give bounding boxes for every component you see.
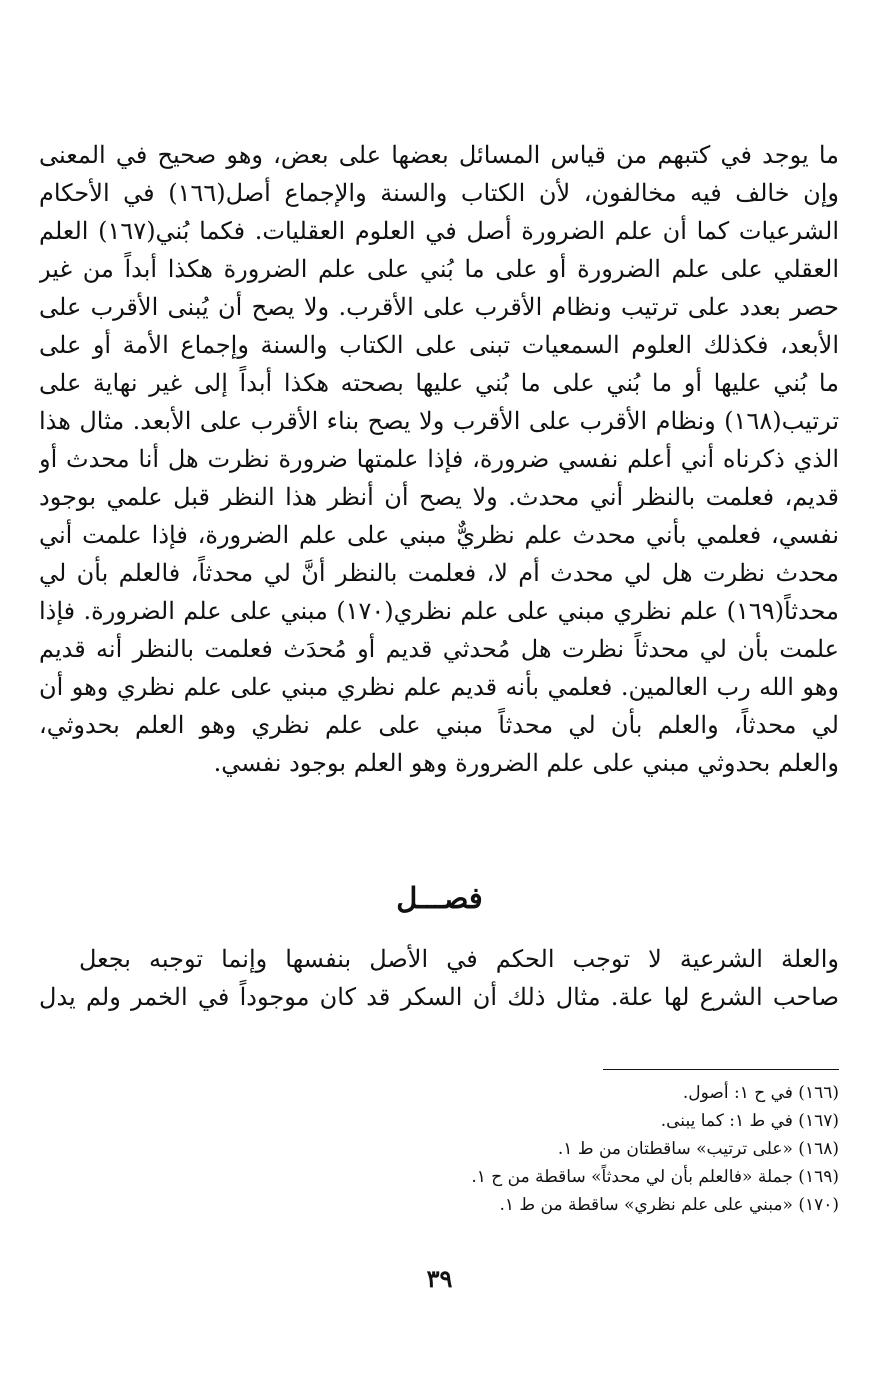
page-number: ٣٩	[426, 1264, 453, 1293]
text-line: قديم، فعلمت بالنظر أني محدث. ولا يصح أن أنظر هذا النظر قبل علمي بوجود	[39, 483, 839, 511]
text-line: محدث نظرت هل لي محدث أم لا، فعلمت بالنظر أنَّ لي محدثاً، فالعلم بأن لي	[39, 559, 839, 587]
text-line: صاحب الشرع لها علة. مثال ذلك أن السكر قد كان موجوداً في الخمر ولم يدل	[39, 983, 839, 1011]
text-line: العقلي على علم الضرورة أو على ما بُني على علم الضرورة هكذا أبداً من غير	[39, 255, 839, 283]
footnote: (١٦٩) جملة «فالعلم بأن لي محدثاً» ساقطة من ح ١.	[471, 1167, 839, 1187]
footnote-divider	[603, 1069, 839, 1070]
text-line: علمت بأن لي محدثاً نظرت هل مُحدثي قديم أو مُحدَث فعلمت بالنظر أنه قديم	[39, 635, 839, 663]
text-line: الشرعيات كما أن علم الضرورة أصل في العلوم العقليات. فكما بُني(١٦٧) العلم	[39, 217, 839, 245]
text-line: والعلة الشرعية لا توجب الحكم في الأصل بنفسها وإنما توجبه بجعل	[79, 945, 839, 973]
text-line: وإن خالف فيه مخالفون، لأن الكتاب والسنة والإجماع أصل(١٦٦) في الأحكام	[39, 179, 839, 207]
text-line: الذي ذكرناه أني أعلم نفسي ضرورة، فإذا علمتها ضرورة نظرت هل أنا محدث أو	[39, 445, 839, 473]
footnote: (١٦٨) «على ترتيب» ساقطتان من ط ١.	[557, 1139, 839, 1159]
footnote: (١٦٦) في ح ١: أصول.	[682, 1083, 839, 1103]
text-line: ما يوجد في كتبهم من قياس المسائل بعضها على بعض، وهو صحيح في المعنى	[39, 141, 839, 169]
text-line: لي محدثاً، والعلم بأن لي محدثاً مبني على علم نظري وهو العلم بحدوثي،	[39, 711, 839, 739]
footnote: (١٧٠) «مبني على علم نظري» ساقطة من ط ١.	[499, 1195, 839, 1215]
text-line: والعلم بحدوثي مبني على علم الضرورة وهو العلم بوجود نفسي.	[213, 749, 839, 777]
text-line: ترتيب(١٦٨) ونظام الأقرب على الأقرب ولا يصح بناء الأقرب على الأبعد. مثال هذا	[39, 407, 839, 435]
text-line: وهو الله رب العالمين. فعلمي بأنه قديم علم نظري مبني على علم نظري وهو أن	[39, 673, 839, 701]
text-line: حصر بعدد على ترتيب ونظام الأقرب على الأقرب. ولا يصح أن يُبنى الأقرب على	[39, 293, 839, 321]
text-line: ما بُني عليها أو ما بُني على ما بُني عليها بصحته هكذا أبداً إلى غير نهاية على	[39, 369, 839, 397]
footnote: (١٦٧) في ط ١: كما يبنى.	[660, 1111, 839, 1131]
text-line: نفسي، فعلمي بأني محدث علم نظريٌّ مبني على علم الضرورة، فإذا علمت أني	[39, 521, 839, 549]
text-line: الأبعد، فكذلك العلوم السمعيات تبنى على الكتاب والسنة وإجماع الأمة أو على	[39, 331, 839, 359]
section-heading: فصـــل	[396, 881, 483, 915]
text-line: محدثاً(١٦٩) علم نظري مبني على علم نظري(١٧٠) مبني على علم الضرورة. فإذا	[39, 597, 839, 625]
